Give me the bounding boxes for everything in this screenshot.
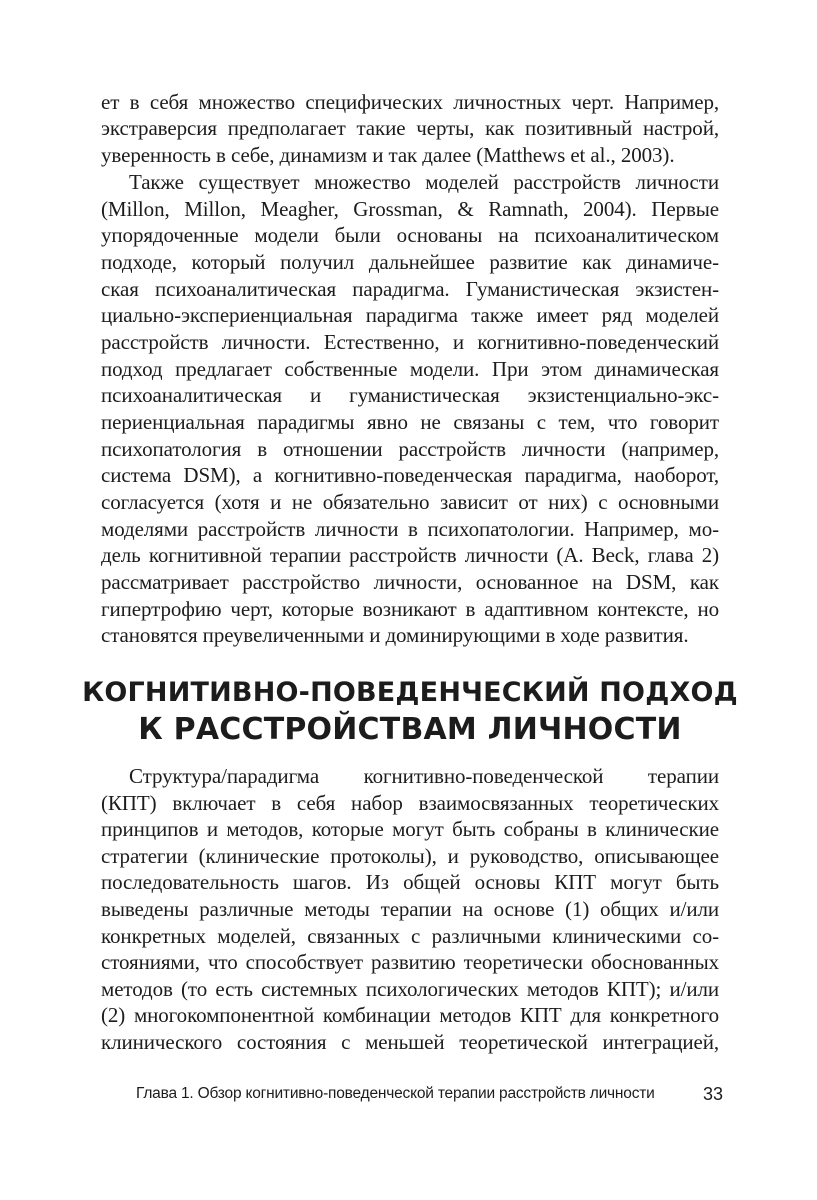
body-text-line: моделями расстройств личности в психопатологии. Например, мо- [101, 517, 719, 541]
section-heading-line-1: КОГНИТИВНО-ПОВЕДЕНЧЕСКИЙ ПОДХОД [82, 677, 738, 708]
body-text-line: подходе, который получил дальнейшее развитие как динамиче- [101, 250, 719, 274]
body-text-line: подход предлагает собственные модели. При этом динамическая [101, 357, 719, 381]
body-text-line: принципов и методов, которые могут быть собраны в клинические [101, 817, 719, 841]
body-text-line: клинического состояния с меньшей теоретической интеграцией, [101, 1030, 719, 1054]
body-text-line: система DSM), а когнитивно-поведенческая парадигма, наоборот, [101, 463, 719, 487]
body-text-line: ская психоаналитическая парадигма. Гуманистическая экзистен- [101, 277, 719, 301]
body-text-line: стратегии (клинические протоколы), и руководство, описывающее [101, 844, 719, 868]
body-text-line: стояниями, что способствует развитию теоретически обоснованных [101, 950, 719, 974]
body-text-line: расстройств личности. Естественно, и когнитивно-поведенческий [101, 330, 719, 354]
body-text-line: рассматривает расстройство личности, основанное на DSM, как [101, 570, 719, 594]
body-text-line: упорядоченные модели были основаны на психоаналитическом [101, 223, 719, 247]
body-text-line: психопатология в отношении расстройств личности (например, [101, 437, 719, 461]
body-text-line: (Millon, Millon, Meagher, Grossman, & Ramnath, 2004). Первые [101, 197, 719, 221]
body-text-line: Также существует множество моделей расстройств личности [129, 170, 719, 194]
body-text-line: (КПТ) включает в себя набор взаимосвязанных теоретических [101, 791, 719, 815]
body-text-line: конкретных моделей, связанных с различными клиническими со- [101, 924, 719, 948]
body-text-line: (2) многокомпонентной комбинации методов КПТ для конкретного [101, 1003, 719, 1027]
body-text-line: выведены различные методы терапии на основе (1) общих и/или [101, 897, 719, 921]
body-text-line: становятся преувеличенными и доминирующими в ходе развития. [101, 623, 689, 647]
body-text-line: последовательность шагов. Из общей основы КПТ могут быть [101, 870, 719, 894]
running-footer-title: Глава 1. Обзор когнитивно-поведенческой терапии расстройств личности [136, 1085, 655, 1102]
body-text-line: дель когнитивной терапии расстройств личности (A. Beck, глава 2) [101, 543, 719, 567]
body-text-line: методов (то есть системных психологических методов КПТ); и/или [101, 977, 719, 1001]
body-text-line: Структура/парадигма когнитивно-поведенческой терапии [129, 764, 719, 788]
body-text-line: согласуется (хотя и не обязательно зависит от них) с основными [101, 490, 719, 514]
body-text-line: уверенность в себе, динамизм и так далее (Matthews et al., 2003). [101, 143, 675, 167]
body-text-line: психоаналитическая и гуманистическая экзистенциально-экс- [101, 383, 719, 407]
page-number: 33 [702, 1084, 723, 1104]
body-text-line: экстраверсия предполагает такие черты, как позитивный настрой, [101, 116, 719, 140]
body-text-line: гипертрофию черт, которые возникают в адаптивном контексте, но [101, 597, 719, 621]
body-text-line: ет в себя множество специфических личностных черт. Например, [101, 90, 719, 114]
body-text-line: циально-экспериенциальная парадигма также имеет ряд моделей [101, 303, 719, 327]
body-text-line: периенциальная парадигмы явно не связаны с тем, что говорит [101, 410, 719, 434]
section-heading-line-2: К РАССТРОЙСТВАМ ЛИЧНОСТИ [138, 712, 682, 747]
